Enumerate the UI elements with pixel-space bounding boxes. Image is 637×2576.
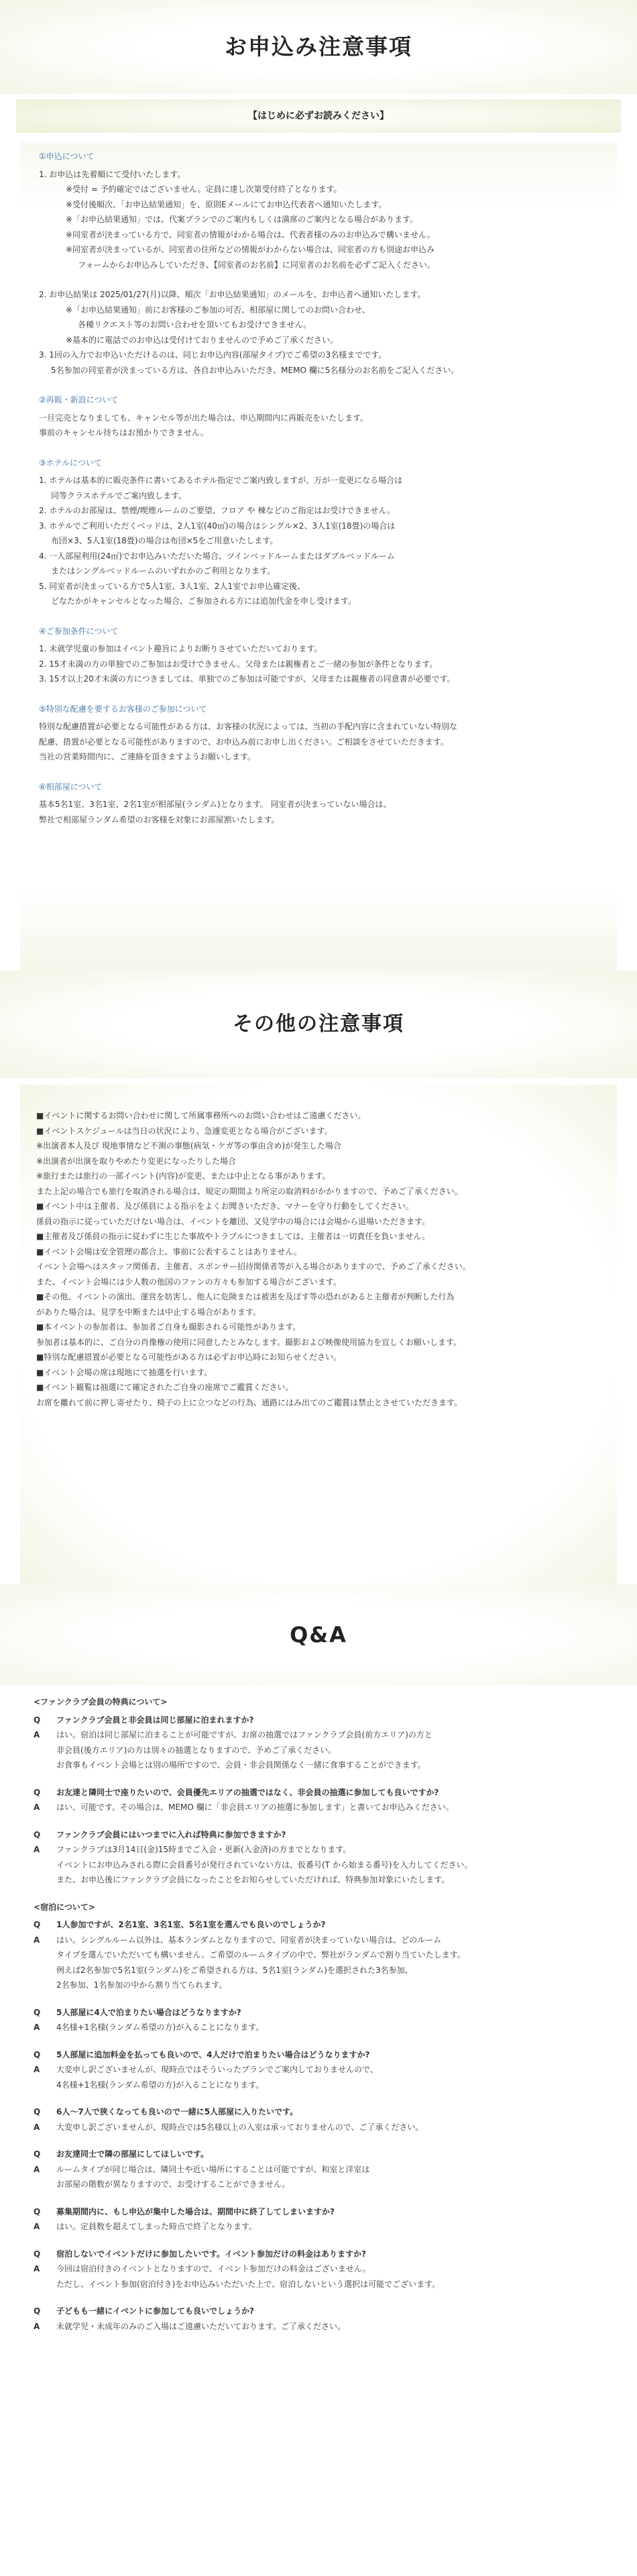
qa-item [34,1827,603,1888]
qa-item [34,2147,603,2192]
answer-line: ただし、イベント参加(宿泊付き)をお申込みいただいた上で、宿泊しないという選択は可能でございます。 [56,2279,441,2289]
notice-section [39,149,601,378]
section-line: 3. 15才以上20才未満の方につきましては、単独でのご参加は可能ですが、父母または親権者の同意書が必要です。 [39,674,455,684]
question-mark: Q [34,2049,41,2059]
answer-text [56,1842,473,1888]
section-title: ③ホテルについて [39,458,102,468]
answer-text [56,2219,257,2235]
answer [34,2319,603,2334]
answer-line: はい。定員数を超えてしまった時点で終了となります。 [56,2222,257,2231]
answer-text [56,1727,432,1773]
other-note-line: イベント会場へはスタッフ関係者、主催者、スポンサー招待関係者等が入る場合がありますので、予めご了承ください。 [36,1262,471,1271]
qa-item [34,2104,603,2135]
qa-item [34,1785,603,1815]
other-note-line: ■イベントに関するお問い合わせに関して所属事務所へのお問い合わせはご遠慮ください。 [36,1111,366,1120]
answer-text [56,2062,378,2092]
answer-mark: A [34,1730,40,1739]
question-text: 5人部屋に追加料金を払っても良いので、4人だけで泊まりたい場合はどうなりますか? [56,2049,370,2059]
notice-section [39,624,601,687]
answer-mark: A [34,2122,40,2132]
notice-section [39,702,601,765]
answer-line: イベントにお申込みされる際に会員番号が発行されていない方は、仮番号(T から始まる番号)を入力してください。 [56,1860,473,1870]
answer-line: 非会員(後方エリア)の方は別々の抽選となりますので、予めご了承ください。 [56,1745,337,1755]
section-line: 一旦完売となりましても、キャンセル等が出た場合は、申込期間内に再販売をいたします。 [39,413,369,423]
other-note-line: ■主催者及び係員の指示に従わずに生じた事故やトラブルにつきましては、主催者は一切責任を負いません。 [36,1232,430,1241]
notice-section [39,455,601,609]
other-note-line: 参加者は基本的に、ご自分の肖像権の使用に同意したとみなします。撮影および映像使用協力を宜しくお願いします。 [36,1337,462,1347]
section-line: ※受付後順次、「お申込結果通知」を、原則Eメールにてお申込代表者へ通知いたします。 [66,199,387,209]
header-banner [0,0,637,94]
answer-line: はい。シングルルーム以外は、基本ランダムとなりますので、同室者が決まっていない場合は、どのルーム [56,1935,442,1945]
qa-item [34,2005,603,2035]
section-line: 5名参加の同室者が決まっている方は、各自お申込みいただき、MEMO 欄に5名様分のお名前をご記入ください。 [51,365,459,375]
other-note-line: ※旅行または旅行の一部イベント(内容)が変更、または中止となる事があります。 [36,1171,331,1181]
question [34,2104,603,2120]
answer [34,2120,603,2135]
question-text: ファンクラブ会員と非会員は同じ部屋に泊まれますか? [56,1715,254,1725]
notice-bar [0,94,637,133]
answer [34,2162,603,2192]
section-line: 2. お申込結果は 2025/01/27(月)以降、順次「お申込結果通知」のメールを、お申込者へ通知いたします。 [39,290,426,299]
answer-mark: A [34,1845,40,1854]
question-text: お友達と隣同士で座りたいので、会員優先エリアの抽選ではなく、非会員の抽選に参加しても良いですか? [56,1787,439,1797]
answer-line: はい、可能です。その場合は、MEMO 欄に「非会員エリアの抽選に参加します」と書いてお申込みください。 [56,1803,454,1812]
qa-item [34,1713,603,1773]
question [34,1827,603,1843]
answer-line: ファンクラブは3月14日(金)15時までご入会・更新(入金済)の方までとなります。 [56,1845,351,1854]
section-line: 配慮、措置が必要となる可能性がありますので、お申込み前にお申し出ください。ご相談をさせていただきます。 [39,737,449,747]
section-line: 3. 1回の入力でお申込いただけるのは、同じお申込内容(部屋タイプ)でご希望の3名様までです。 [39,350,387,360]
section-line: またはシングルベッドルームのいずれかのご利用となります。 [51,566,276,576]
question [34,2204,603,2220]
section-line: 1. ホテルは基本的に販売条件に書いてあるホテル指定でご案内致しますが、万が一変更になる場合は [39,476,403,485]
other-note-line: お席を離れて前に押し寄せたり、椅子の上に立つなどの行為、通路にはみ出てのご鑑賞は禁止とさせていただきます。 [36,1397,463,1407]
question [34,2247,603,2262]
page-title: お申込み注意事項 [225,33,412,60]
question [34,2147,603,2162]
section-line: 当社の営業時間内に、ご連絡を頂きますようお願いします。 [39,752,256,761]
other-note-line: ■イベント会場の席は現地にて抽選を行います。 [36,1367,213,1377]
other-note-line: ■特別な配慮措置が必要となる可能性がある方は必ずお申込時にお知らせください。 [36,1352,341,1362]
other-note-line: ■本イベントの参加者は、参加者ご自身も撮影される可能性があります。 [36,1322,301,1332]
answer-line: 大変申し訳ございませんが、現時点ではそういったプランでご案内しておりませんので、 [56,2065,378,2074]
answer-text [56,2020,264,2035]
other-notes-title: その他の注意事項 [233,1012,404,1036]
answer [34,2219,603,2235]
answer-text [56,2319,345,2334]
other-note-line: ■イベントスケジュールは当日の状況により、急遽変更となる場合がございます。 [36,1126,333,1136]
section-line [39,272,601,287]
question [34,2047,603,2063]
answer-text [56,2261,440,2292]
qa-title: Q&A [290,1621,347,1648]
question-mark: Q [34,2249,41,2259]
answer-line: お部屋の階数が異なりますので、お受けすることができません。 [56,2180,290,2189]
section-line: 布団×3、5人1室(18畳)の場合は布団×5をご用意いたします。 [51,536,278,545]
section-title: ④ご参加条件について [39,626,119,636]
section-line: 事前のキャンセル待ちはお預かりできません。 [39,428,209,437]
question-text: ファンクラブ会員にはいつまでに入れば特典に参加できますか? [56,1829,286,1839]
question-mark: Q [34,1829,41,1839]
question-text: 子どもも一緒にイベントに参加しても良いでしょうか? [56,2306,254,2316]
section-title: ①申込について [39,152,95,161]
answer [34,1800,603,1815]
question-mark: Q [34,1920,41,1929]
section-line: 2. ホテルのお部屋は、禁煙/喫煙ルームのご要望、フロア や 棟などのご指定はお受けできません。 [39,506,396,515]
section-line: 特別な配慮措置が必要となる可能性がある方は、お客様の状況によっては、当初の手配内容に含まれていない特別な [39,722,458,731]
question [34,2304,603,2319]
answer-mark: A [34,2222,40,2231]
other-notes [20,1085,617,1585]
section-line: 1. お申込は先着順にて受付いたします。 [39,169,186,179]
answer-line: はい。宿泊は同じ部屋に泊まることが可能ですが、お席の抽選ではファンクラブ会員(前方エリア)の方と [56,1730,432,1739]
answer [34,1727,603,1773]
other-note-line: ※出演者が出演を取りやめたり変更になったりした場合 [36,1156,237,1166]
answer-line: また、お申込後にファンクラブ会員になったことをお知らせしていただければ、特典参加対象にいたします。 [56,1875,450,1884]
qa-item [34,2304,603,2334]
section-line: 同等クラスホテルでご案内致します。 [51,490,187,500]
section-line: 1. 未就学児童の参加はイベント趣旨によりお断りさせていただいております。 [39,644,323,653]
answer-mark: A [34,2023,40,2032]
question [34,2005,603,2021]
answer-line: ルームタイプが同じ場合は、隣同士や近い場所にすることは可能ですが、和室と洋室は [56,2164,370,2174]
section-line: 2. 15才未満の方の単独でのご参加はお受けできません。父母または親権者とご一緒の参加が条件となります。 [39,659,438,669]
question-text: 5人部屋に4人で泊まりたい場合はどうなりますか? [56,2007,241,2017]
qa-banner [0,1585,637,1685]
answer-line: タイプを選んでいただいても構いません。ご希望のルームタイプの中で、弊社がランダムで割り当ていたします。 [56,1950,465,1960]
qa-item [34,2047,603,2093]
answer-text [56,1800,454,1815]
section-line: ※同室者が決まっているが、同室者の住所などの情報がわからない場合は、同室者の方も別途お申込み [66,245,435,254]
answer [34,2020,603,2035]
section-line: ※「お申込結果通知」前にお客様のご参加の可否、相部屋に関してのお問い合わせ、 [66,305,370,315]
answer [34,2261,603,2292]
section-line: 5. 同室者が決まっている方で5人1室、3人1室、2人1室でお申込確定後、 [39,581,306,591]
other-note-line: ■イベント観覧は抽選にて確定されたご自身の座席でご鑑賞ください。 [36,1383,294,1392]
question [34,1713,603,1728]
section-line: ※基本的に電話でのお申込は受付けておりませんので予めご了承ください。 [66,335,339,345]
question-text: 募集期間内に、もし申込が集中した場合は、期間中に終了してしまいますか? [56,2206,335,2216]
notice-text: 【はじめに必ずお読みください】 [16,99,621,133]
other-note-line: ■イベント中は主催者、及び係員による指示をよくお聞きいただき、マナーを守り行動をしてください。 [36,1201,414,1211]
answer-mark: A [34,2321,40,2331]
qa-list [0,1685,637,2334]
section-line: 3. ホテルでご利用いただくベッドは、2人1室(40㎡)の場合はシングル×2、3人1室(18畳)の場合は [39,521,396,531]
answer-line: 大変申し訳ございませんが、現時点では5名様以上の入室は承っておりませんので、ご了承ください。 [56,2122,424,2132]
question-text: お友達同士で隣の部屋にしてほしいです。 [56,2149,209,2159]
qa-item [34,2247,603,2292]
notice-section [39,780,601,828]
other-note-line: がありた場合は、見学を中断または中止する場合があります。 [36,1307,262,1317]
answer-text [56,2120,423,2135]
answer-line: 例えば2名参加で5名1室(ランダム)をご希望される方は、5名1室(ランダム)を選択された3名参加、 [56,1965,413,1975]
question [34,1785,603,1801]
answer-line: 4名様+1名様(ランダム希望の方)が入ることになります。 [56,2080,264,2090]
question-mark: Q [34,1787,41,1797]
other-note-line: 係員の指示に従っていただけない場合は、イベントを離団、又見学中の場合には会場から退場いただきます。 [36,1216,430,1226]
answer [34,1842,603,1888]
question-text: 1人参加ですが、2名1室、3名1室、5名1室を選んでも良いのでしょうか? [56,1920,326,1929]
qa-category: <宿泊について> [34,1902,95,1912]
other-note-line: また、イベント会場には少人数の他国のファンの方々も参加する場合がございます。 [36,1277,341,1287]
other-note-line: ※出演者本人及び 現地事情など不測の事態(病気・ケガ等の事由含め)が発生した場合 [36,1141,341,1150]
other-note-line: ■イベント会場は安全管理の都合上、事前に公表することはありません。 [36,1246,302,1256]
question-mark: Q [34,1715,41,1725]
section-title: ②再販・新設について [39,395,119,405]
question-text: 宿泊しないでイベントだけに参加したいです。イベント参加だけの料金はありますか? [56,2249,367,2259]
answer-text [56,2162,369,2192]
section-line: 弊社で相部屋ランダム希望のお客様を対象にお部屋割いたします。 [39,814,280,824]
application-notes [20,142,617,971]
section-line: 基本5名1室、3名1室、2名1室が相部屋(ランダム)となります。 同室者が決まっていない場合は、 [39,800,392,809]
qa-item [34,1917,603,1993]
answer-mark: A [34,1803,40,1812]
section-line: フォームからお申込みしていただき、【同室者のお名前】に同室者のお名前を必ずご記入ください。 [78,260,435,270]
section-title: ⑤特別な配慮を要するお客様のご参加について [39,704,207,714]
answer-line: 未就学児・未成年のみのご入場はご遠慮いただいております。ご了承ください。 [56,2321,346,2331]
answer-mark: A [34,2065,40,2074]
section-line: ※同室者が決まっている方で、同室者の情報がわかる場合は、代表者様のみのお申込みで構いません。 [66,229,435,239]
section-line: ※「お申込結果通知」では、代案プランでのご案内もしくは満席のご案内となる場合があります。 [66,215,418,224]
answer-mark: A [34,1935,40,1945]
answer-mark: A [34,2164,40,2174]
question-mark: Q [34,2149,41,2159]
answer-line: お食事もイベント会場とは別の場所ですので、会員・非会員関係なく一緒に食事することができます。 [56,1760,426,1770]
section-line: 4. 一人部屋利用(24㎡)でお申込みいただいた場合、ツインベッドルームまたはダブルベッドルーム [39,551,395,561]
section-title: ⑥相部屋について [39,782,103,792]
qa-item [34,2204,603,2235]
answer [34,1933,603,1993]
answer [34,2062,603,2092]
answer-text [56,1933,465,1993]
answer-line: 4名様+1名様(ランダム希望の方)が入ることになります。 [56,2023,264,2032]
other-note-line: また上記の場合でも旅行を取消される場合は、規定の期間より所定の取消料がかかりますので、予めご了承ください。 [36,1186,463,1196]
question [34,1917,603,1933]
qa-category: <ファンクラブ会員の特典について> [34,1697,168,1707]
answer-mark: A [34,2264,40,2273]
other-note-line: ■その他、イベントの演出、運営を妨害し、他人に危険または被害を及ぼす等の恐れがあると主催者が判断した行為 [36,1292,455,1301]
notice-section [39,392,601,441]
question-mark: Q [34,2306,41,2316]
question-text: 6人〜7人で狭くなっても良いので一緒に5人部屋に入りたいです。 [56,2107,298,2116]
question-mark: Q [34,2206,41,2216]
answer-line: 今回は宿泊付きのイベントとなりますので、イベント参加だけの料金はございません。 [56,2264,371,2273]
section-line: 各種リクエスト等のお問い合わせを頂いてもお受けできません。 [78,320,312,329]
question-mark: Q [34,2107,41,2116]
other-notes-banner [0,971,637,1078]
question-mark: Q [34,2007,41,2017]
section-line: ※受付 = 予約確定ではございません。定員に達し次第受付終了となります。 [66,184,342,194]
answer-line: 2名参加、1名参加の中から割り当てられます。 [56,1980,227,1990]
section-line: どなたかがキャンセルとなった場合、ご参加される方には追加代金を申し受けます。 [51,596,357,606]
